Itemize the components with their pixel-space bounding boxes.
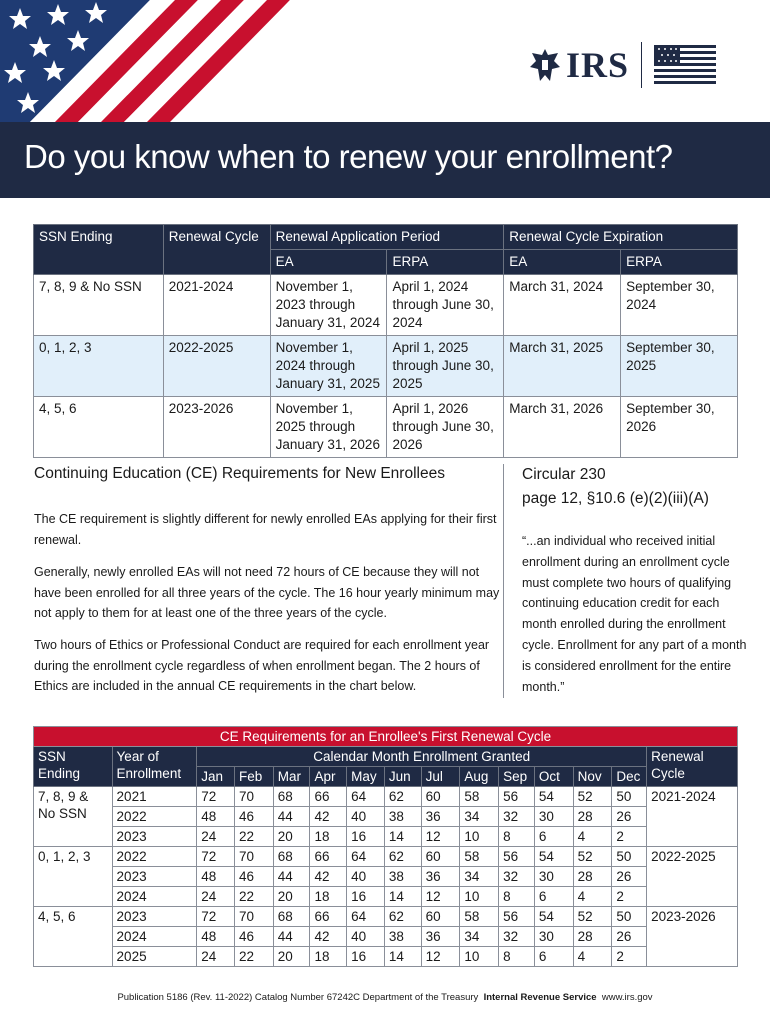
cell-hours: 42 xyxy=(310,867,347,887)
cell-line: April 1, 2026 xyxy=(392,401,469,416)
cell-hours: 72 xyxy=(197,787,235,807)
cell-hours: 32 xyxy=(499,927,535,947)
header-period-ea: EA xyxy=(270,250,387,275)
cell-line: 2025 xyxy=(626,358,657,373)
header-month-may: May xyxy=(347,767,385,787)
cell-hours: 68 xyxy=(273,907,310,927)
cell-hours: 2 xyxy=(612,887,647,907)
cell-hours: 52 xyxy=(573,907,612,927)
header-year xyxy=(112,747,197,787)
cell-hours: 12 xyxy=(421,947,460,967)
table-row xyxy=(34,397,738,458)
header-text: SSN xyxy=(38,749,66,764)
page-header xyxy=(0,0,770,122)
table-row xyxy=(34,827,738,847)
cell-hours: 72 xyxy=(197,847,235,867)
cell-hours: 70 xyxy=(234,787,273,807)
cell-line: 2024 through xyxy=(275,358,356,373)
table-row xyxy=(34,927,738,947)
cell-ssn: 4, 5, 6 xyxy=(34,397,164,458)
header-renewal-cycle: Renewal Cycle xyxy=(163,225,270,275)
cell-line: 2024 xyxy=(626,297,657,312)
ce-heading: Continuing Education (CE) Requirements for New Enrollees xyxy=(34,465,445,482)
cell-hours: 26 xyxy=(612,807,647,827)
cell-hours: 36 xyxy=(421,807,460,827)
logo-text: IRS xyxy=(566,45,630,85)
cell-hours: 8 xyxy=(499,947,535,967)
cell-hours: 64 xyxy=(347,907,385,927)
cell-hours: 58 xyxy=(460,787,499,807)
header-expiration-ea: EA xyxy=(504,250,621,275)
cell-hours: 16 xyxy=(347,887,385,907)
cell-line: September 30, xyxy=(626,340,715,355)
cell-hours: 60 xyxy=(421,787,460,807)
cell-hours: 48 xyxy=(197,807,235,827)
cell-hours: 46 xyxy=(234,807,273,827)
header-text: Year of xyxy=(116,749,159,764)
cell-hours: 30 xyxy=(534,867,573,887)
cell-hours: 6 xyxy=(534,887,573,907)
cell-year: 2021 xyxy=(112,787,197,807)
cell-year: 2023 xyxy=(112,827,197,847)
cell-line: 2025 through xyxy=(275,419,356,434)
cell-hours: 52 xyxy=(573,787,612,807)
cell-hours: 30 xyxy=(534,807,573,827)
cell-year: 2022 xyxy=(112,807,197,827)
cell-hours: 60 xyxy=(421,847,460,867)
cell-hours: 48 xyxy=(197,927,235,947)
cell-hours: 8 xyxy=(499,887,535,907)
cell-period-erpa xyxy=(387,397,504,458)
header-text: Renewal xyxy=(651,749,704,764)
cell-exp-erpa xyxy=(621,275,738,336)
table-row xyxy=(34,787,738,807)
cell-hours: 64 xyxy=(347,847,385,867)
cell-hours: 48 xyxy=(197,867,235,887)
cell-cycle: 2023-2026 xyxy=(163,397,270,458)
header-month-jul: Jul xyxy=(421,767,460,787)
cell-hours: 2 xyxy=(612,827,647,847)
table-row xyxy=(34,907,738,927)
header-ssn-ending: SSN Ending xyxy=(34,225,164,275)
cell-hours: 28 xyxy=(573,927,612,947)
cell-line: 2024 xyxy=(392,315,423,330)
cell-hours: 44 xyxy=(273,867,310,887)
circular-quote: “...an individual who received initial enrollment during an enrollment cycle must complete two hours of qualifying continuing education credit for each month enrolled during the enrollment cycle. Enrollment for any part of a month is considered enrollment for the entire month.” xyxy=(522,534,747,694)
cell-hours: 6 xyxy=(534,827,573,847)
cell-exp-ea: March 31, 2026 xyxy=(504,397,621,458)
circular-title-line: page 12, §10.6 (e)(2)(iii)(A) xyxy=(522,490,709,507)
cell-hours: 70 xyxy=(234,847,273,867)
header-month-oct: Oct xyxy=(534,767,573,787)
cell-line: January 31, 2025 xyxy=(275,376,380,391)
circular-title-line: Circular 230 xyxy=(522,466,606,483)
cell-year: 2025 xyxy=(112,947,197,967)
cell-hours: 56 xyxy=(499,847,535,867)
cell-period-erpa xyxy=(387,336,504,397)
cell-hours: 32 xyxy=(499,807,535,827)
header-ssn xyxy=(34,747,113,787)
cell-hours: 24 xyxy=(197,827,235,847)
cell-hours: 30 xyxy=(534,927,573,947)
flag-icon xyxy=(654,45,716,85)
cell-ssn xyxy=(34,787,113,847)
cell-hours: 50 xyxy=(612,787,647,807)
cell-hours: 54 xyxy=(534,907,573,927)
cell-hours: 50 xyxy=(612,847,647,867)
cell-hours: 58 xyxy=(460,847,499,867)
cell-exp-ea: March 31, 2024 xyxy=(504,275,621,336)
cell-line: through June 30, xyxy=(392,419,494,434)
header-cycle-expiration: Renewal Cycle Expiration xyxy=(504,225,738,250)
cell-hours: 38 xyxy=(384,867,421,887)
header-months-group: Calendar Month Enrollment Granted xyxy=(197,747,647,767)
cell-year: 2023 xyxy=(112,907,197,927)
cell-hours: 54 xyxy=(534,847,573,867)
header-period-erpa: ERPA xyxy=(387,250,504,275)
cell-hours: 34 xyxy=(460,807,499,827)
header-text: Enrollment xyxy=(116,766,182,781)
table-row xyxy=(34,275,738,336)
cell-hours: 14 xyxy=(384,887,421,907)
cell-exp-erpa xyxy=(621,336,738,397)
cell-line: through June 30, xyxy=(392,297,494,312)
cell-hours: 54 xyxy=(534,787,573,807)
header-month-sep: Sep xyxy=(499,767,535,787)
cell-line: January 31, 2024 xyxy=(275,315,380,330)
cell-hours: 20 xyxy=(273,887,310,907)
cell-hours: 42 xyxy=(310,807,347,827)
header-cycle xyxy=(647,747,738,787)
cell-line: September 30, xyxy=(626,401,715,416)
cell-line: January 31, 2026 xyxy=(275,437,380,452)
cell-hours: 70 xyxy=(234,907,273,927)
cell-hours: 46 xyxy=(234,927,273,947)
cell-hours: 20 xyxy=(273,947,310,967)
cell-line: 2025 xyxy=(392,376,423,391)
cell-hours: 18 xyxy=(310,947,347,967)
header-application-period: Renewal Application Period xyxy=(270,225,504,250)
cell-year: 2023 xyxy=(112,867,197,887)
circular-title xyxy=(522,463,709,511)
cell-hours: 10 xyxy=(460,947,499,967)
cell-year: 2022 xyxy=(112,847,197,867)
table-row xyxy=(34,807,738,827)
footer-publication: Publication 5186 (Rev. 11-2022) Catalog Number 67242C Department of the Treasury xyxy=(117,992,479,1003)
cell-hours: 28 xyxy=(573,867,612,887)
cell-hours: 40 xyxy=(347,867,385,887)
cell-line: through June 30, xyxy=(392,358,494,373)
cell-ssn: 0, 1, 2, 3 xyxy=(34,336,164,397)
cell-line: No SSN xyxy=(38,806,87,821)
cell-hours: 44 xyxy=(273,807,310,827)
cell-hours: 18 xyxy=(310,887,347,907)
cell-hours: 8 xyxy=(499,827,535,847)
cell-line: September 30, xyxy=(626,279,715,294)
cell-cycle: 2023-2026 xyxy=(647,907,738,967)
cell-hours: 4 xyxy=(573,827,612,847)
cell-hours: 12 xyxy=(421,827,460,847)
header-month-mar: Mar xyxy=(273,767,310,787)
header-text: Ending xyxy=(38,766,81,781)
cell-line: 0, 1, 2, 3 xyxy=(38,849,91,864)
cell-hours: 4 xyxy=(573,947,612,967)
table-row xyxy=(34,847,738,867)
cell-hours: 68 xyxy=(273,787,310,807)
cell-hours: 26 xyxy=(612,927,647,947)
cell-hours: 38 xyxy=(384,807,421,827)
header-expiration-erpa: ERPA xyxy=(621,250,738,275)
cell-hours: 36 xyxy=(421,867,460,887)
cell-line: 2023 through xyxy=(275,297,356,312)
footer xyxy=(0,992,770,1003)
cell-hours: 22 xyxy=(234,827,273,847)
header-month-apr: Apr xyxy=(310,767,347,787)
cell-hours: 36 xyxy=(421,927,460,947)
cell-hours: 42 xyxy=(310,927,347,947)
cell-hours: 66 xyxy=(310,787,347,807)
section-divider xyxy=(503,464,504,698)
page-title: Do you know when to renew your enrollment? xyxy=(24,138,673,175)
cell-year: 2024 xyxy=(112,927,197,947)
cell-cycle: 2022-2025 xyxy=(647,847,738,907)
irs-logo xyxy=(528,42,716,88)
cell-hours: 24 xyxy=(197,947,235,967)
ce-table-caption: CE Requirements for an Enrollee's First Renewal Cycle xyxy=(34,727,738,747)
cell-hours: 14 xyxy=(384,947,421,967)
american-flag-graphic xyxy=(0,0,290,122)
cell-line: November 1, xyxy=(275,401,353,416)
cell-hours: 10 xyxy=(460,827,499,847)
cell-line: April 1, 2025 xyxy=(392,340,469,355)
cell-hours: 68 xyxy=(273,847,310,867)
cell-line: 7, 8, 9 & xyxy=(38,789,89,804)
cell-exp-ea: March 31, 2025 xyxy=(504,336,621,397)
ce-paragraph: The CE requirement is slightly different for newly enrolled EAs applying for their first renewal. xyxy=(34,512,497,547)
cell-hours: 56 xyxy=(499,907,535,927)
cell-line: April 1, 2024 xyxy=(392,279,469,294)
cell-hours: 62 xyxy=(384,847,421,867)
cell-hours: 28 xyxy=(573,807,612,827)
cell-hours: 24 xyxy=(197,887,235,907)
table-row xyxy=(34,887,738,907)
cell-hours: 62 xyxy=(384,907,421,927)
cell-hours: 56 xyxy=(499,787,535,807)
cell-ssn xyxy=(34,907,113,967)
header-month-aug: Aug xyxy=(460,767,499,787)
renewal-table xyxy=(33,224,738,458)
cell-hours: 62 xyxy=(384,787,421,807)
cell-ssn xyxy=(34,847,113,907)
cell-hours: 44 xyxy=(273,927,310,947)
table-row xyxy=(34,947,738,967)
cell-hours: 40 xyxy=(347,927,385,947)
cell-hours: 66 xyxy=(310,847,347,867)
cell-hours: 6 xyxy=(534,947,573,967)
header-text: Cycle xyxy=(651,766,685,781)
cell-hours: 64 xyxy=(347,787,385,807)
eagle-emblem-icon xyxy=(528,47,562,83)
footer-url: www.irs.gov xyxy=(601,992,653,1003)
ce-paragraph: Generally, newly enrolled EAs will not need 72 hours of CE because they will not have been enrolled for all three years of the cycle. The 16 hour yearly minimum may not apply to them for at least one of the three years of the cycle. xyxy=(34,565,500,620)
header-month-jun: Jun xyxy=(384,767,421,787)
cell-hours: 38 xyxy=(384,927,421,947)
header-month-jan: Jan xyxy=(197,767,235,787)
header-month-dec: Dec xyxy=(612,767,647,787)
cell-period-ea xyxy=(270,336,387,397)
cell-hours: 52 xyxy=(573,847,612,867)
cell-hours: 14 xyxy=(384,827,421,847)
cell-period-ea xyxy=(270,397,387,458)
cell-line: 2026 xyxy=(392,437,423,452)
cell-year: 2024 xyxy=(112,887,197,907)
cell-exp-erpa xyxy=(621,397,738,458)
cell-hours: 72 xyxy=(197,907,235,927)
cell-hours: 32 xyxy=(499,867,535,887)
cell-hours: 26 xyxy=(612,867,647,887)
cell-hours: 22 xyxy=(234,947,273,967)
table-row xyxy=(34,867,738,887)
cell-hours: 58 xyxy=(460,907,499,927)
cell-hours: 18 xyxy=(310,827,347,847)
cell-hours: 10 xyxy=(460,887,499,907)
table-row xyxy=(34,336,738,397)
cell-line: 2026 xyxy=(626,419,657,434)
cell-line: 4, 5, 6 xyxy=(38,909,76,924)
ce-paragraph: Two hours of Ethics or Professional Conduct are required for each enrollment year during the enrollment cycle regardless of when enrollment began. The 2 hours of Ethics are included in the annual CE requirements in the chart below. xyxy=(34,638,490,693)
cell-period-erpa xyxy=(387,275,504,336)
cell-hours: 4 xyxy=(573,887,612,907)
cell-hours: 20 xyxy=(273,827,310,847)
cell-hours: 50 xyxy=(612,907,647,927)
cell-hours: 46 xyxy=(234,867,273,887)
cell-hours: 34 xyxy=(460,867,499,887)
logo-divider xyxy=(641,42,642,88)
cell-hours: 2 xyxy=(612,947,647,967)
cell-period-ea xyxy=(270,275,387,336)
cell-hours: 66 xyxy=(310,907,347,927)
cell-hours: 16 xyxy=(347,827,385,847)
cell-hours: 60 xyxy=(421,907,460,927)
cell-hours: 34 xyxy=(460,927,499,947)
cell-hours: 40 xyxy=(347,807,385,827)
cell-ssn: 7, 8, 9 & No SSN xyxy=(34,275,164,336)
cell-cycle: 2021-2024 xyxy=(163,275,270,336)
cell-line: November 1, xyxy=(275,279,353,294)
header-month-nov: Nov xyxy=(573,767,612,787)
cell-hours: 12 xyxy=(421,887,460,907)
cell-hours: 16 xyxy=(347,947,385,967)
footer-agency: Internal Revenue Service xyxy=(483,992,597,1003)
cell-cycle: 2022-2025 xyxy=(163,336,270,397)
ce-requirements-table xyxy=(33,726,738,967)
cell-hours: 22 xyxy=(234,887,273,907)
cell-cycle: 2021-2024 xyxy=(647,787,738,847)
header-month-feb: Feb xyxy=(234,767,273,787)
cell-line: November 1, xyxy=(275,340,353,355)
